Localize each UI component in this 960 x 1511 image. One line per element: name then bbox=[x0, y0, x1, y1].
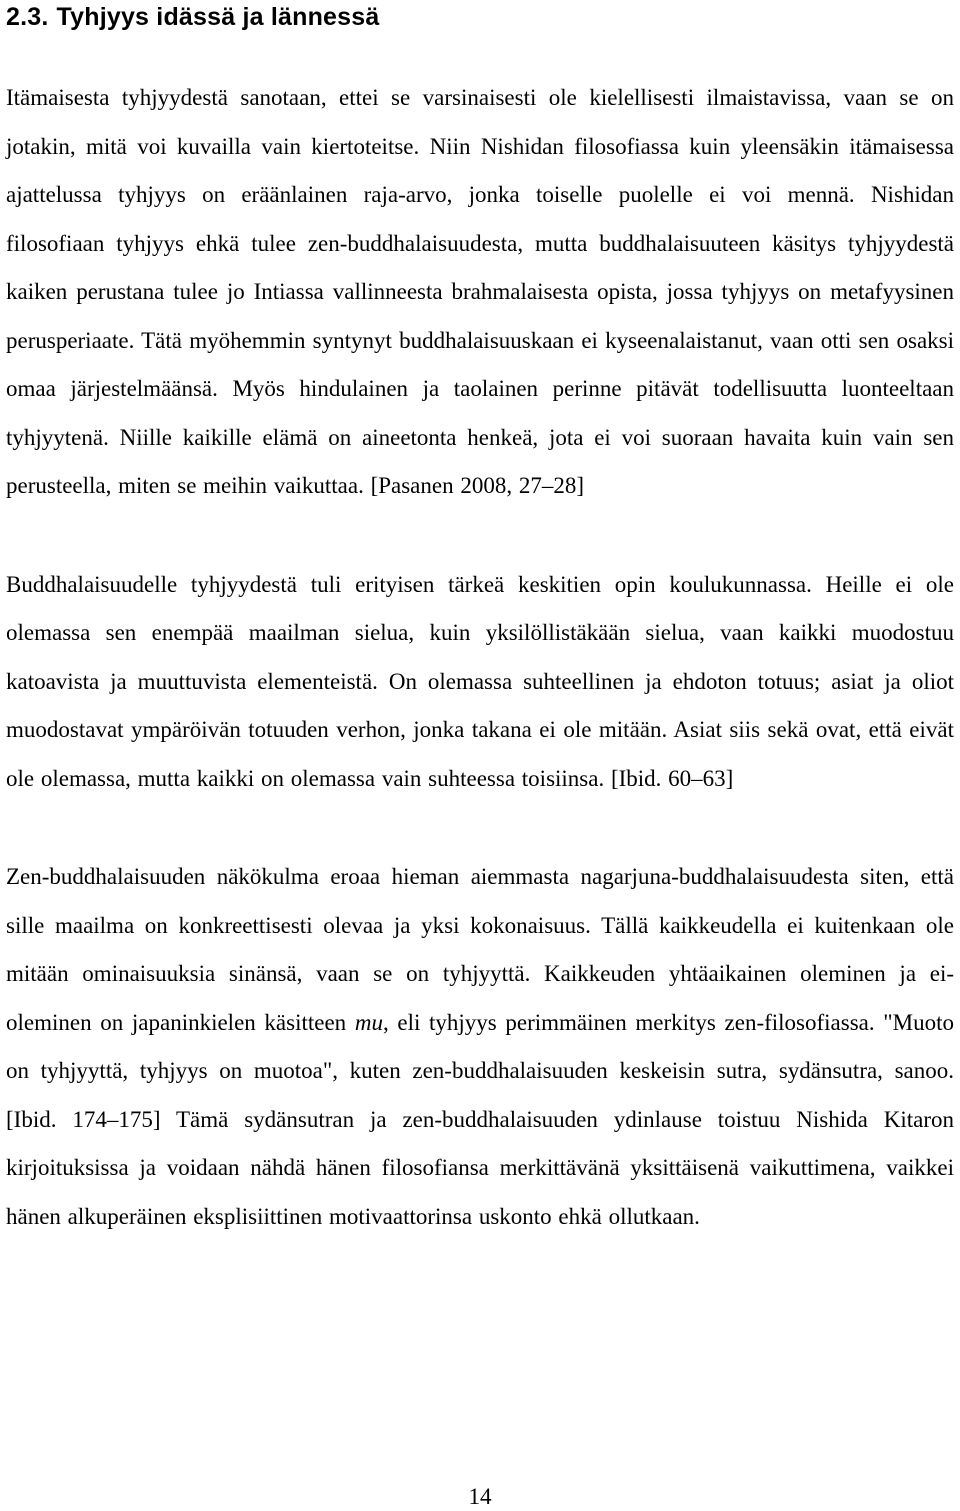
paragraph-2: Buddhalaisuudelle tyhjyydestä tuli erityisen tärkeä keskitien opin koulukunnassa. Heille ei ole olemassa sen enempää maailman sielua, kuin yksilöllistäkään sielua, vaan kaikki muodostuu katoavista ja muuttuvista elementeistä. On olemassa suhteellinen ja ehdoton totuus; asiat ja oliot muodostavat ympäröivän totuuden verhon, jonka takana ei ole mitään. Asiat siis sekä ovat, että eivät ole olemassa, mutta kaikki on olemassa vain suhteessa toisiinsa. [Ibid. 60–63] bbox=[6, 571, 954, 791]
italic-term-mu: mu bbox=[354, 1009, 383, 1035]
paragraph-1: Itämaisesta tyhjyydestä sanotaan, ettei se varsinaisesti ole kielellisesti ilmaistavissa, vaan se on jotakin, mitä voi kuvailla vain kiertoteitse. Niin Nishidan filosofiassa kuin yleensäkin itämaisessa ajattelussa tyhjyys on eräänlainen raja-arvo, jonka toiselle puolelle ei voi mennä. Nishidan filosofiaan tyhjyys ehkä tulee zen-buddhalaisuudesta, mutta buddhalaisuuteen käsitys tyhjyydestä kaiken perustana tulee jo Intiassa vallinneesta brahmalaisesta opista, jossa tyhjyys on metafyysinen perusperiaate. Tätä myöhemmin syntynyt buddhalaisuuskaan ei kyseenalaistanut, vaan otti sen osaksi omaa järjestelmäänsä. Myös hindulainen ja taolainen perinne pitävät todellisuutta luonteeltaan tyhjyytenä. Niille kaikille elämä on aineetonta henkeä, jota ei voi suoraan havaita kuin vain sen perusteella, miten se meihin vaikuttaa. [Pasanen 2008, 27–28] bbox=[6, 85, 954, 498]
paragraph-3-text-end: , eli tyhjyys perimmäinen merkitys zen-filosofiassa. "Muoto on tyhjyyttä, tyhjyys on muotoa", kuten zen-buddhalaisuuden keskeisin sutra, sydänsutra, sanoo. [Ibid. 174–175] Tämä sydänsutran ja zen-buddhalaisuuden ydinlause toistuu Nishida Kitaron kirjoituksissa ja voidaan nähdä hänen filosofiansa merkittävänä yksittäisenä vaikuttimena, vaikkei hänen alkuperäinen eksplisiittinen motivaattorinsa uskonto ehkä ollutkaan. bbox=[6, 1009, 954, 1229]
document-page bbox=[6, 0, 954, 1241]
section-heading bbox=[6, 0, 954, 32]
paragraph-3-text-start: Zen-buddhalaisuuden näkökulma eroaa hieman aiemmasta nagarjuna-buddhalaisuudesta siten, että sille maailma on konkreettisesti olevaa ja yksi kokonaisuus. Tällä kaikkeudella ei kuitenkaan ole mitään ominaisuuksia sinänsä, vaan se on tyhjyyttä. Kaikkeuden yhtäaikainen oleminen ja ei-oleminen on japaninkielen käsitteen bbox=[6, 864, 954, 1035]
page-number: 14 bbox=[468, 1484, 492, 1509]
paragraph-3 bbox=[6, 853, 954, 1241]
section-number: 2.3. bbox=[6, 3, 49, 31]
section-title: Tyhjyys idässä ja lännessä bbox=[56, 3, 380, 31]
